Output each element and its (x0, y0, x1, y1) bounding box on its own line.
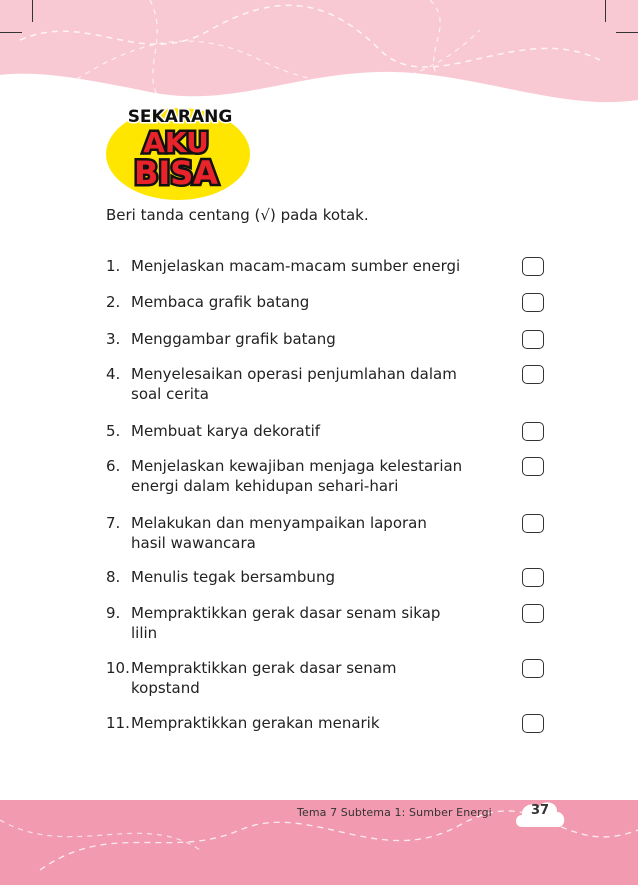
item-text: Melakukan dan menyampaikan laporan (131, 514, 427, 532)
item-number: 5. (106, 422, 121, 440)
list-item (106, 421, 506, 441)
item-text: Mempraktikkan gerak dasar senam sikap (131, 604, 441, 622)
checkbox[interactable] (522, 257, 544, 276)
checkbox[interactable] (522, 514, 544, 533)
list-item (106, 364, 506, 404)
checkbox[interactable] (522, 422, 544, 441)
item-number: 9. (106, 604, 121, 622)
list-item (106, 456, 506, 496)
list-item (106, 329, 506, 349)
item-text: hasil wawancara (131, 534, 256, 552)
header-band (0, 0, 638, 115)
list-item (106, 567, 506, 587)
checkbox[interactable] (522, 604, 544, 623)
item-text: Menyelesaikan operasi penjumlahan dalam (131, 365, 457, 383)
item-text: kopstand (131, 679, 200, 697)
item-text: Menulis tegak bersambung (131, 568, 335, 586)
page-number: 37 (530, 803, 550, 818)
checkbox[interactable] (522, 659, 544, 678)
list-item (106, 713, 506, 733)
checkbox[interactable] (522, 365, 544, 384)
logo-line3: BISA (133, 154, 219, 192)
item-text: lilin (131, 624, 158, 642)
list-item (106, 603, 506, 643)
item-text: Menjelaskan macam-macam sumber energi (131, 257, 461, 275)
instruction-text: Beri tanda centang (√) pada kotak. (106, 206, 369, 224)
item-number: 8. (106, 568, 121, 586)
item-number: 4. (106, 365, 121, 383)
item-text: Membuat karya dekoratif (131, 422, 321, 440)
item-text: Menjelaskan kewajiban menjaga kelestarian (131, 457, 463, 475)
item-text: Menggambar grafik batang (131, 330, 336, 348)
item-text: soal cerita (131, 385, 210, 403)
list-item (106, 292, 506, 312)
item-number: 1. (106, 257, 121, 275)
list-item (106, 658, 506, 698)
crop-mark (32, 0, 33, 22)
crop-mark (0, 32, 22, 33)
checkbox[interactable] (522, 330, 544, 349)
item-text: Mempraktikkan gerakan menarik (131, 714, 380, 732)
checkbox[interactable] (522, 568, 544, 587)
item-text: Mempraktikkan gerak dasar senam (131, 659, 397, 677)
crop-mark (605, 0, 606, 22)
checkbox[interactable] (522, 714, 544, 733)
logo-line2: AKU (143, 126, 209, 159)
item-text: Membaca grafik batang (131, 293, 310, 311)
checkbox[interactable] (522, 457, 544, 476)
item-number: 7. (106, 514, 121, 532)
list-item (106, 513, 506, 553)
item-number: 11. (106, 714, 130, 732)
item-text: energi dalam kehidupan sehari-hari (131, 477, 399, 495)
sekarang-aku-bisa-logo (106, 100, 254, 200)
item-number: 10. (106, 659, 130, 677)
item-number: 2. (106, 293, 121, 311)
item-number: 3. (106, 330, 121, 348)
checkbox[interactable] (522, 293, 544, 312)
footer-theme-label: Tema 7 Subtema 1: Sumber Energi (297, 806, 492, 819)
list-item (106, 256, 506, 276)
crop-mark (616, 32, 638, 33)
logo-line1: SEKARANG (127, 107, 233, 127)
item-number: 6. (106, 457, 121, 475)
